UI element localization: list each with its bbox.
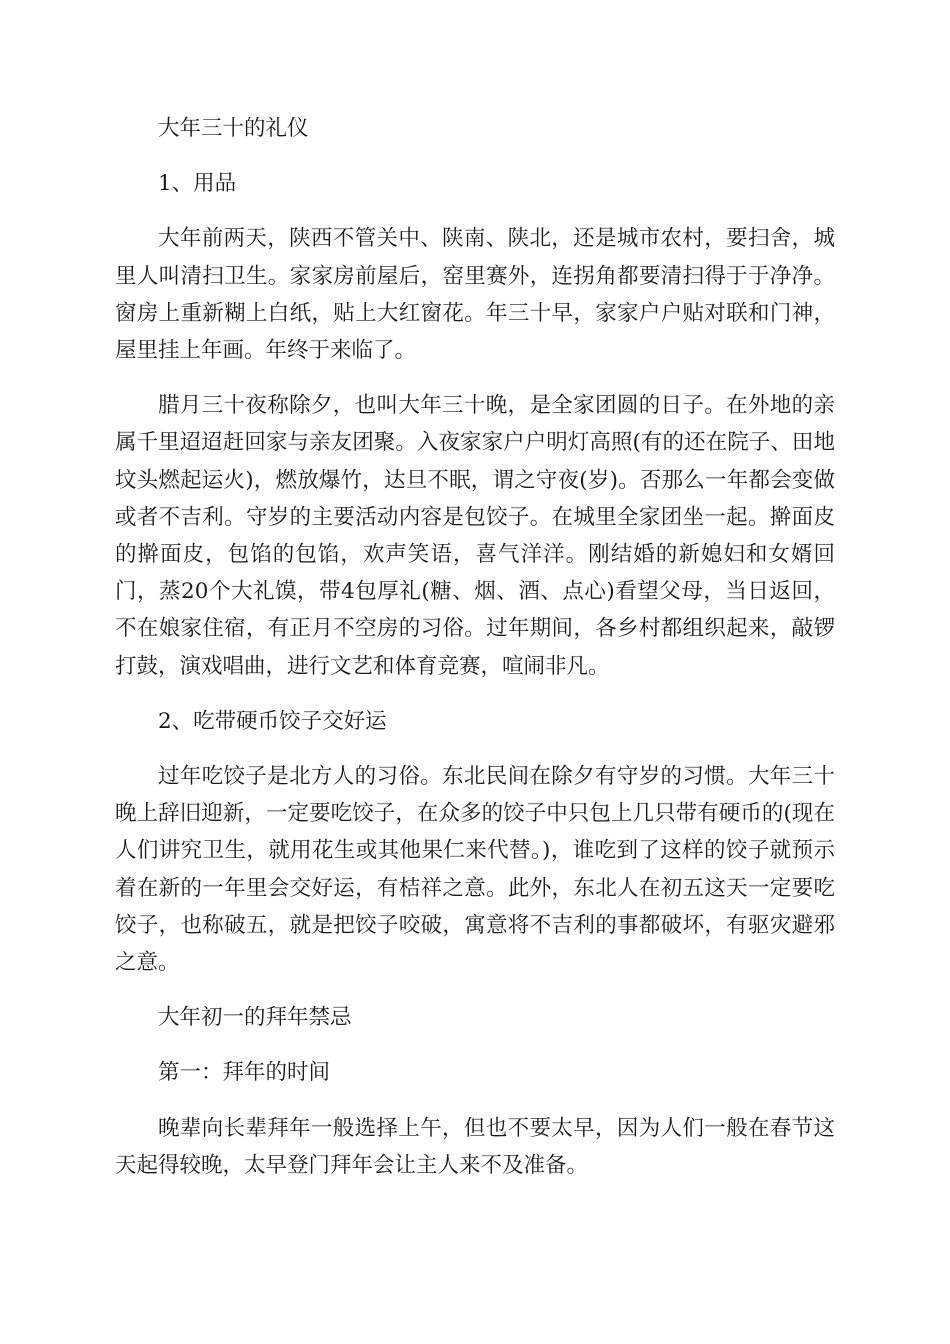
paragraph-visit-time: 晚辈向长辈拜年一般选择上午，但也不要太早，因为人们一般在春节这天起得较晚，太早登门拜年会让主人来不及准备。 [115,1115,835,1178]
subsection-title-supplies: 1、用品 [158,171,237,197]
paragraph-cleaning: 大年前两天，陕西不管关中、陕南、陕北，还是城市农村，要扫舍，城里人叫清扫卫生。家家房前屋后，窑里赛外，连拐角都要清扫得于于净净。窗房上重新糊上白纸，贴上大红窗花。年三十早，家家户户贴对联和门神，屋里挂上年画。年终于来临了。 [115,226,835,364]
paragraph-new-years-eve: 腊月三十夜称除夕，也叫大年三十晚，是全家团圆的日子。在外地的亲属千里迢迢赶回家与亲友团聚。入夜家家户户明灯高照(有的还在院子、田地坟头燃起运火)，燃放爆竹，达旦不眠，谓之守夜(岁)。否那么一年都会变做或者不吉利。守岁的主要活动内容是包饺子。在城里全家团坐一起。擀面皮的擀面皮，包馅的包馅，欢声笑语，喜气洋洋。刚结婚的新媳妇和女婿回门，蒸20个大礼馍，带4包厚礼(糖、烟、酒、点心)看望父母，当日返回，不在娘家住宿，有正月不空房的习俗。过年期间，各乡村都组织起来，敲锣打鼓，演戏唱曲，进行文艺和体育竞赛，喧闹非凡。 [115,393,835,679]
section-title-new-years-eve-etiquette: 大年三十的礼仪 [158,116,309,141]
subsection-title-coin-dumplings: 2、吃带硬币饺子交好运 [158,708,387,734]
section-title-new-year-taboos: 大年初一的拜年禁忌 [158,1005,352,1031]
document-page [115,110,835,1202]
paragraph-dumplings: 过年吃饺子是北方人的习俗。东北民间在除夕有守岁的习惯。大年三十晚上辞旧迎新，一定要吃饺子，在众多的饺子中只包上几只带有硬币的(现在人们讲究卫生，就用花生或其他果仁来代替。)，谁吃到了这样的饺子就预示着在新的一年里会交好运，有桔祥之意。此外，东北人在初五这天一定要吃饺子，也称破五，就是把饺子咬破，寓意将不吉利的事都破坏，有驱灾避邪之意。 [115,764,835,976]
subsection-title-visit-time: 第一：拜年的时间 [158,1060,331,1086]
